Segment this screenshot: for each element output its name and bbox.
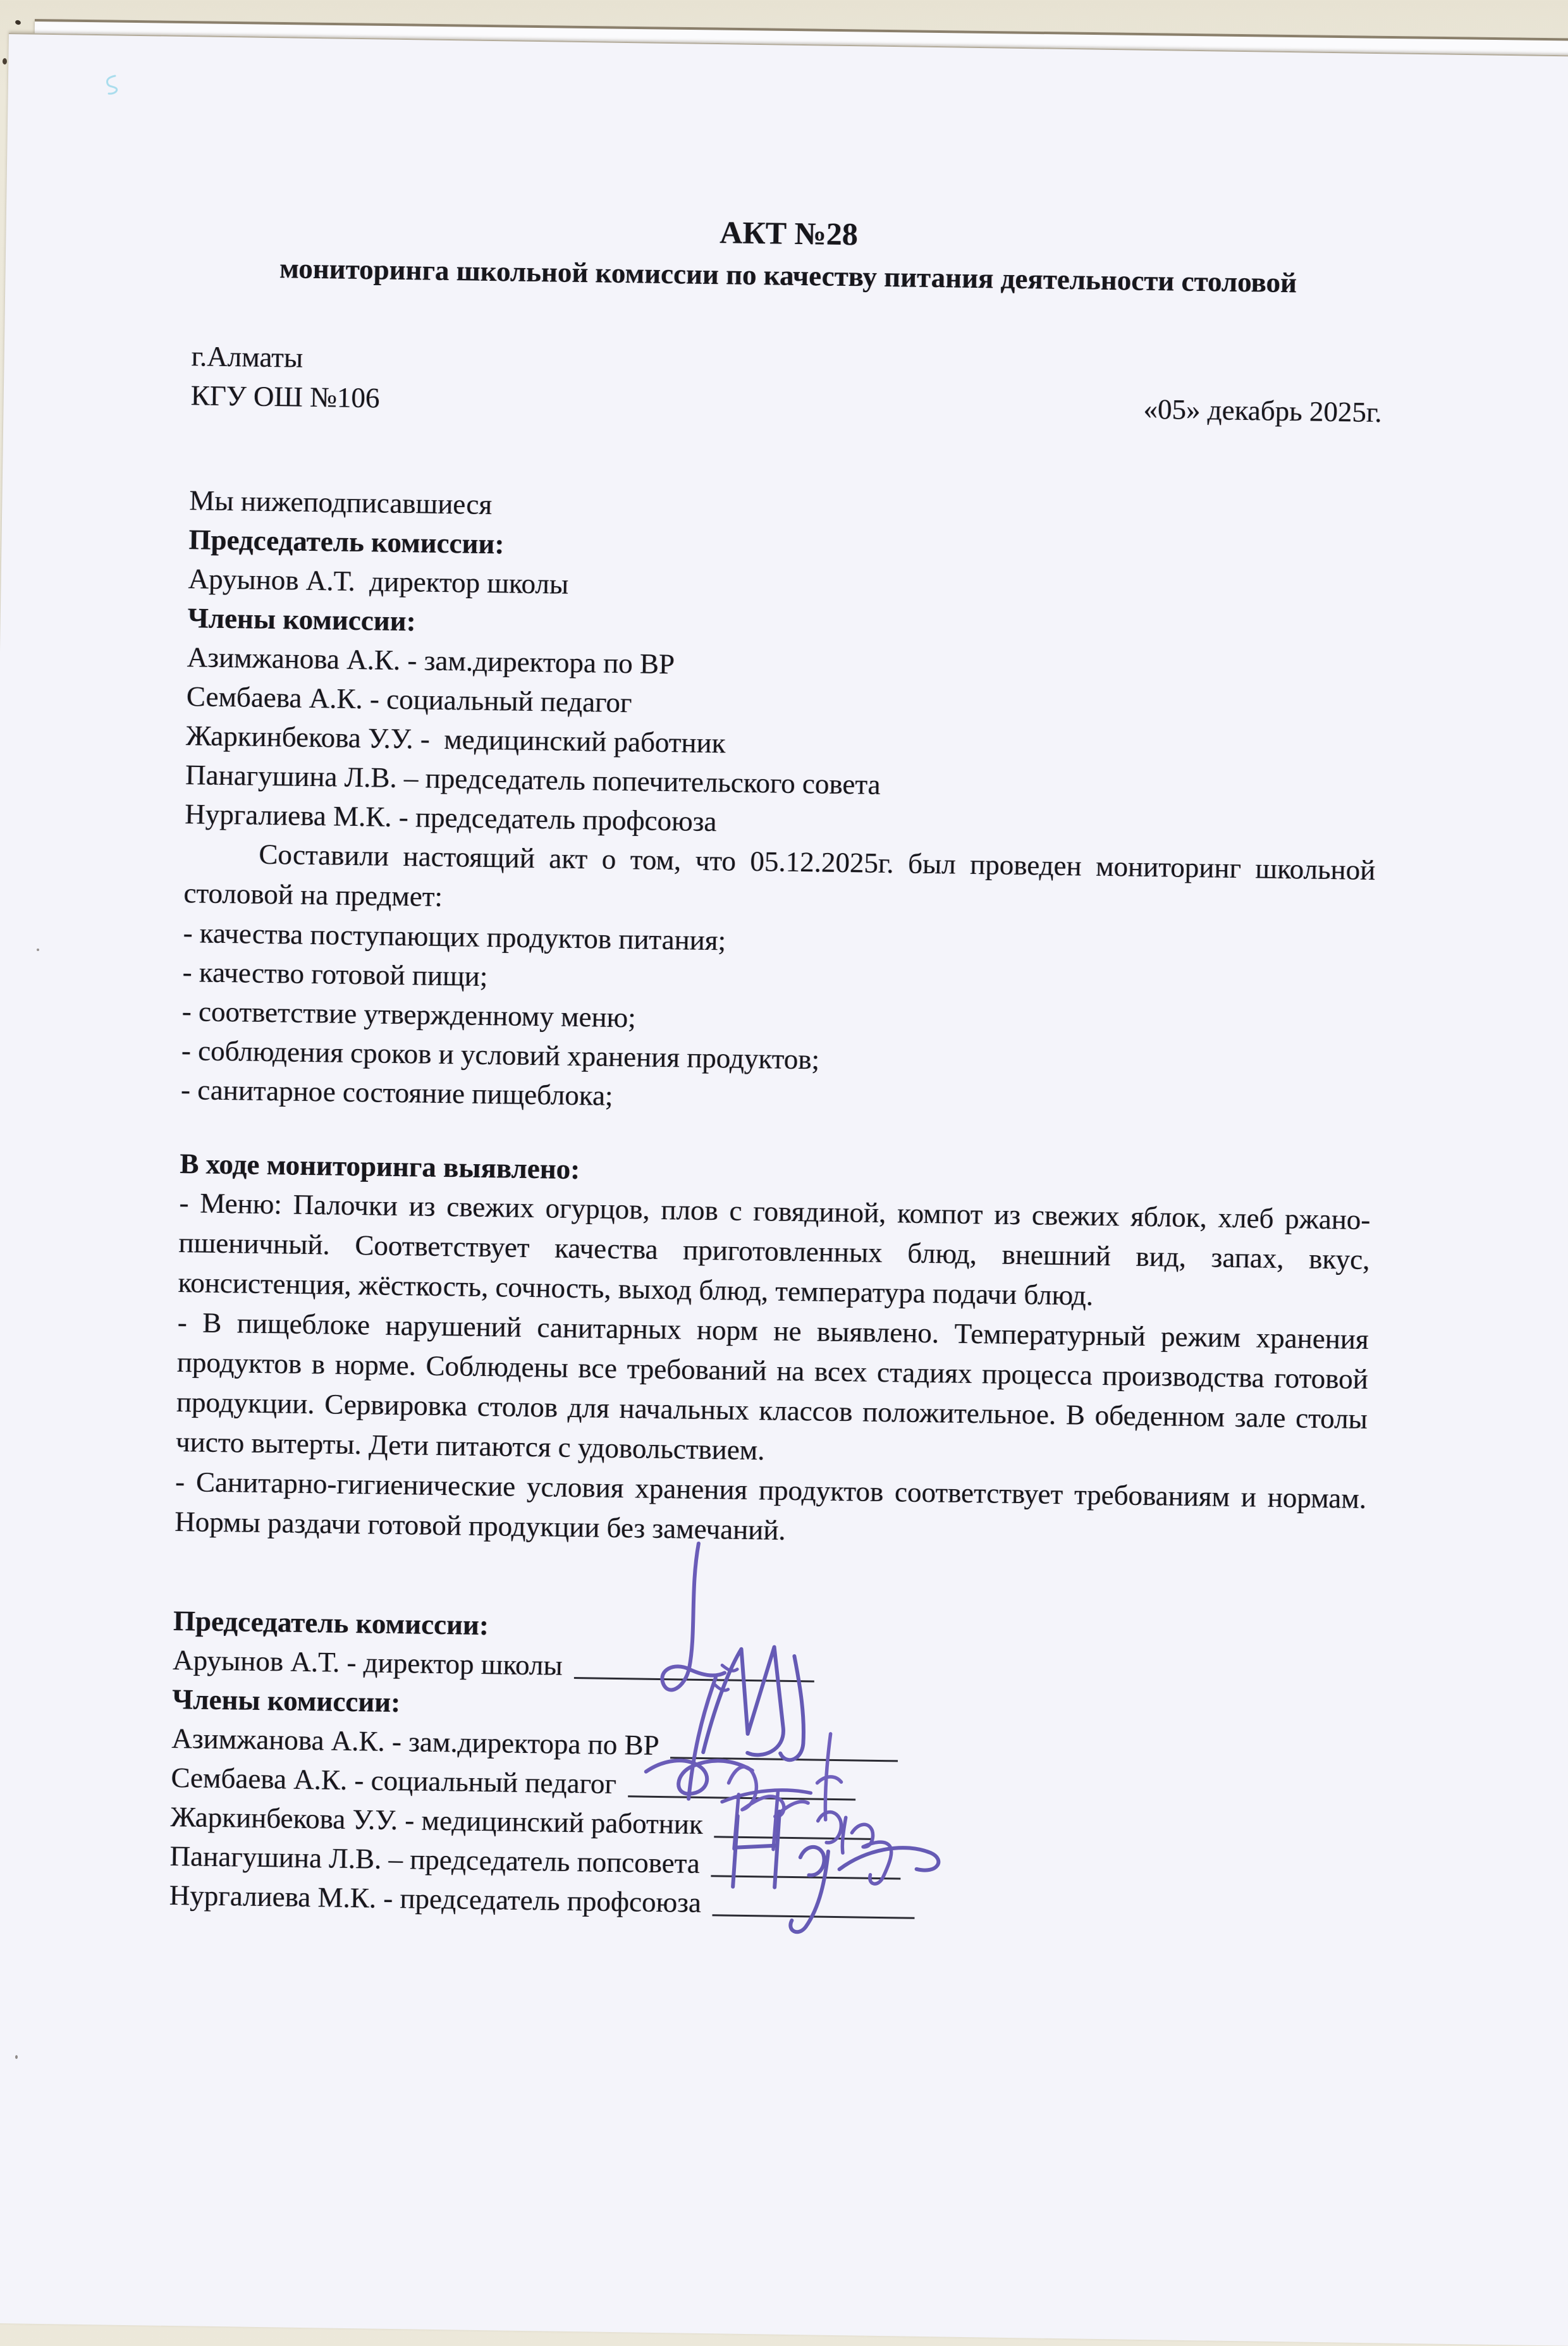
subject-item: - качество готовой пищи; <box>182 956 488 992</box>
scan-speck <box>15 2055 18 2059</box>
findings-paragraph: - Меню: Палочки из свежих огурцов, плов с говядиной, компот из свежих яблок, хлеб ржано-пшеничный. Соответствует качества приготовленных блюд, внешний вид, запах, вкус, консистенция, жёсткость, сочность, выход блюд, температура подачи блюд. <box>178 1187 1371 1311</box>
member-line: Нургалиева М.К. - председатель профсоюза <box>184 798 717 838</box>
member-line: Жаркинбекова У.У. - медицинский работник <box>185 720 726 759</box>
chairman-heading: Председатель комиссии: <box>188 524 505 560</box>
subject-item: - санитарное состояние пищеблока; <box>180 1074 613 1112</box>
document-subtitle: мониторинга школьной комиссии по качеству питания деятельности столовой <box>279 252 1297 299</box>
signature-line <box>713 1889 916 1919</box>
signature-label: Азимжанова А.К. - зам.директора по ВР <box>171 1722 659 1761</box>
members-heading: Члены комиссии: <box>187 602 417 637</box>
signature-members-heading: Члены комиссии: <box>171 1683 401 1719</box>
signature-chairman-heading: Председатель комиссии: <box>173 1604 489 1642</box>
member-line: Панагушина Л.В. – председатель попечительского совета <box>185 759 881 801</box>
findings-paragraph: - В пищеблоке нарушений санитарных норм не выявлено. Температурный режим хранения продуктов в норме. Соблюдены все требований на всех стадиях процесса производства готовой продукции. Сервировка столов для начальных классов положительное. В обеденном зале столы чисто вытерты. Дети питаются с удовольствием. <box>175 1306 1369 1466</box>
subject-item: - качества поступающих продуктов питания; <box>183 917 726 957</box>
member-line: Сембаева А.К. - социальный педагог <box>186 680 632 719</box>
signature-label: Панагушина Л.В. – председатель попсовета <box>169 1839 701 1879</box>
member-line: Азимжанова А.К. - зам.директора по ВР <box>187 641 675 680</box>
signature-label: Аруынов А.Т. - директор школы <box>172 1643 563 1681</box>
school-name: КГУ ОШ №106 <box>190 379 380 414</box>
document-date: «05» декабрь 2025г. <box>1143 393 1382 429</box>
findings-heading: В ходе мониторинга выявлено: <box>180 1148 580 1186</box>
scan-speck <box>37 949 39 951</box>
document-page <box>0 33 1568 2346</box>
intro-line: Мы нижеподписавшиеся <box>189 484 493 521</box>
pencil-mark <box>101 73 120 96</box>
subject-item: - соблюдения сроков и условий хранения продуктов; <box>181 1035 820 1076</box>
chairman-name: Аруынов А.Т. директор школы <box>188 563 569 600</box>
act-paragraph: Составили настоящий акт о том, что 05.12.2025г. был проведен мониторинг школьной столовой на предмет: <box>183 838 1376 912</box>
scan-speck <box>15 20 21 26</box>
signature-nurgalieva <box>703 1766 971 1947</box>
scan-speck <box>3 58 7 64</box>
findings-paragraph: - Санитарно-гигиенические условия хранения продуктов соответствует требованиям и нормам. Нормы раздачи готовой продукции без замечаний. <box>174 1466 1367 1546</box>
signature-label: Сембаева А.К. - социальный педагог <box>171 1761 617 1800</box>
document-title: АКТ №28 <box>719 214 859 252</box>
city-line: г.Алматы <box>191 340 303 374</box>
signature-label: Нургалиева М.К. - председатель профсоюза <box>169 1879 702 1919</box>
signature-label: Жаркинбекова У.У. - медицинский работник <box>170 1800 704 1840</box>
subject-item: - соответствие утвержденному меню; <box>181 995 637 1034</box>
document-content <box>169 37 1387 1932</box>
